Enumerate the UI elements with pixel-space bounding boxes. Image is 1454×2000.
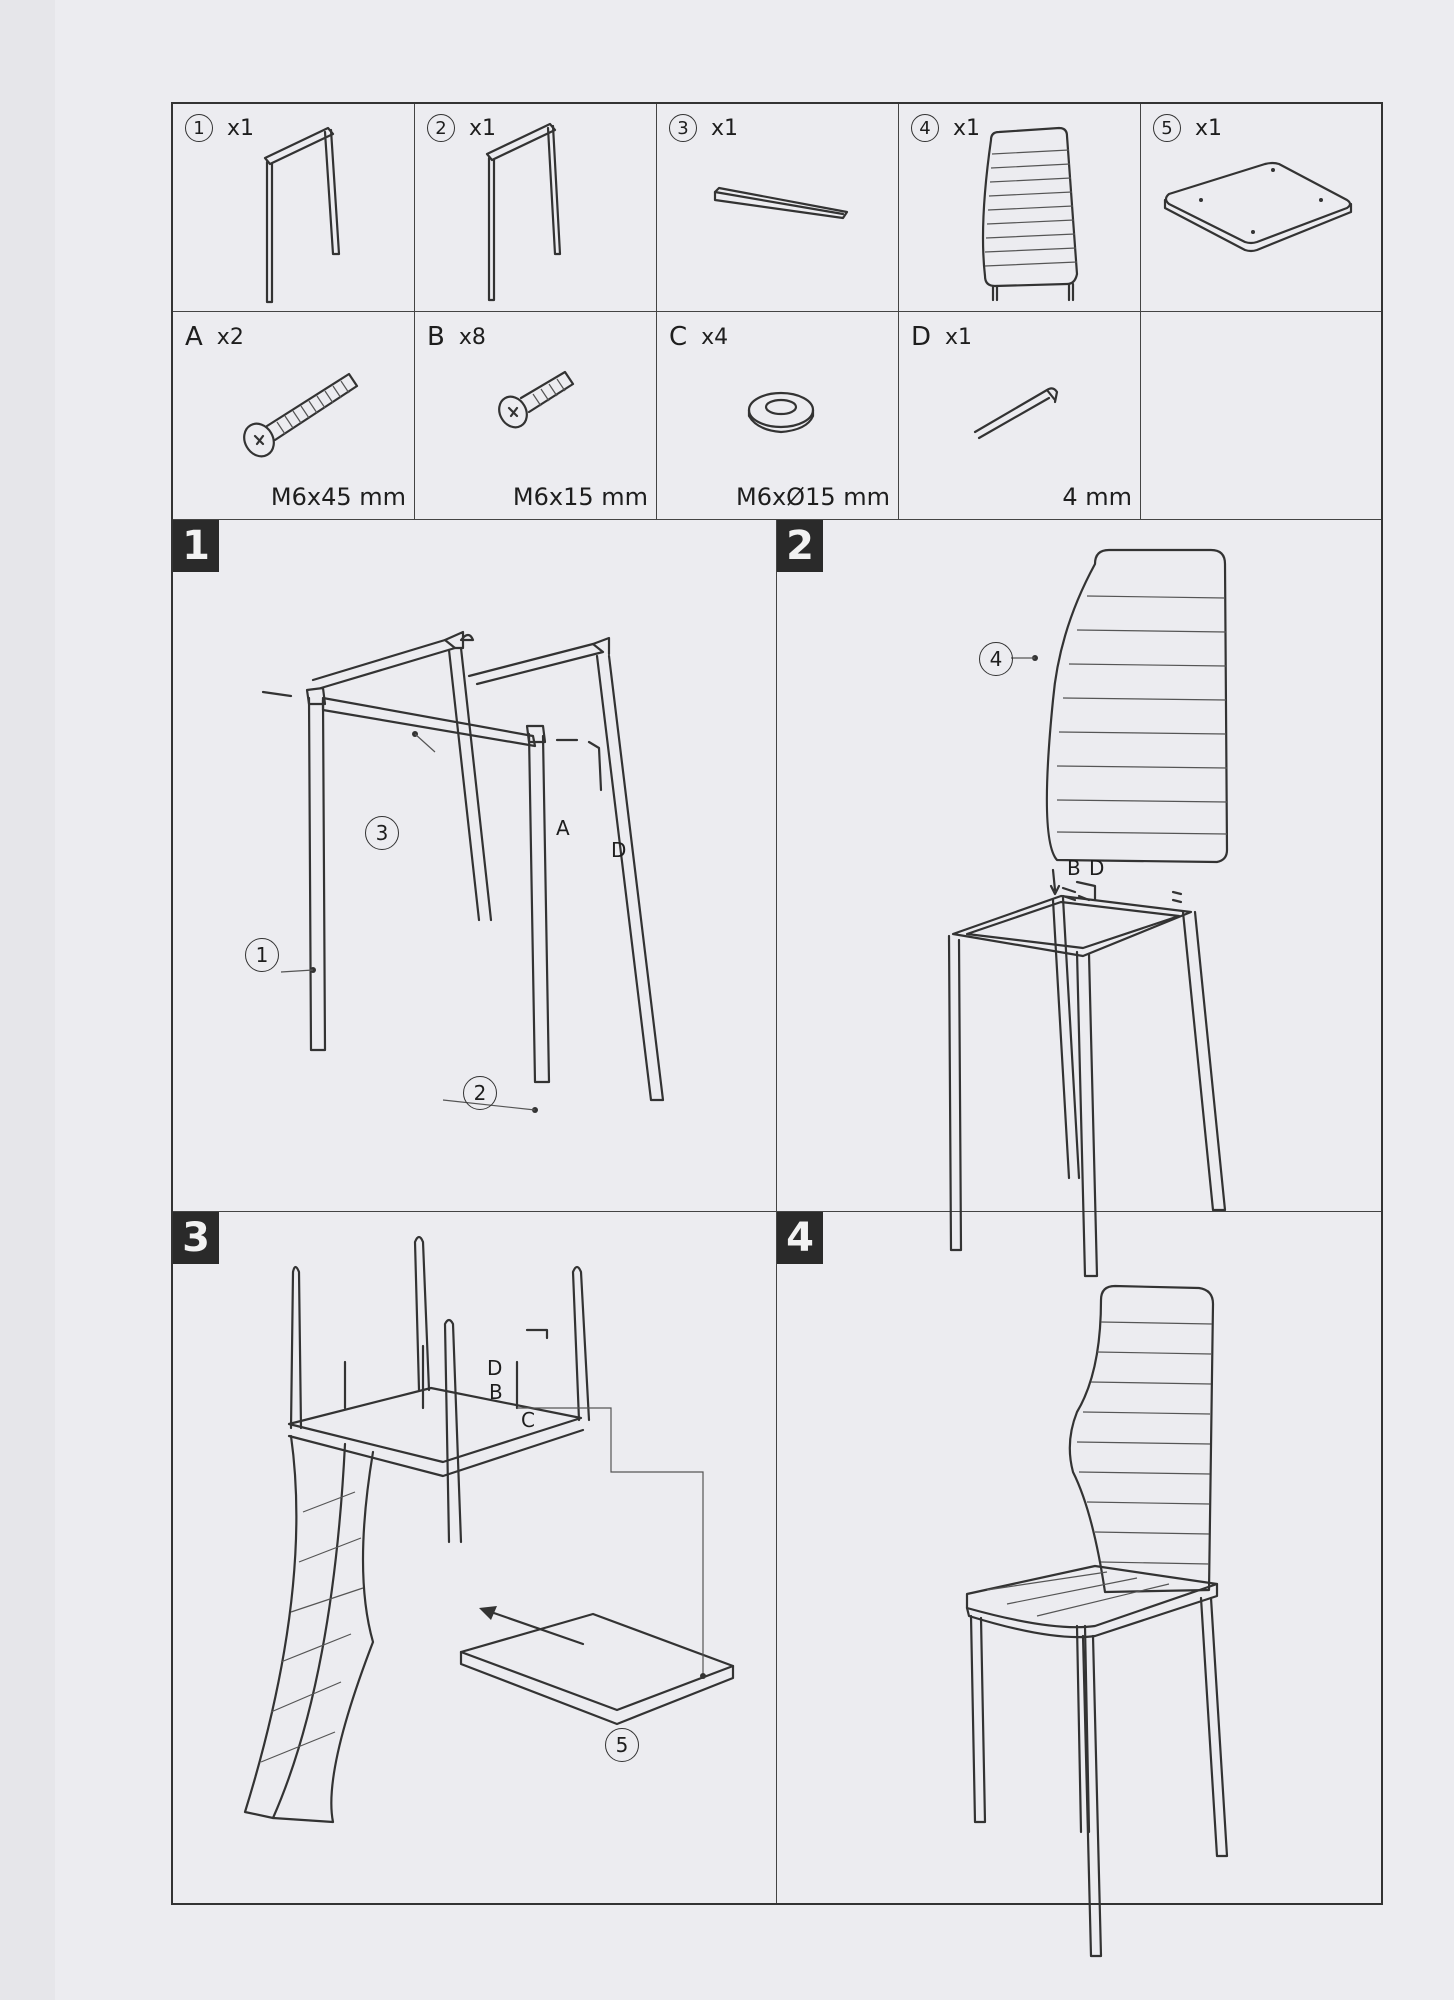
crossbar-icon [657,104,899,312]
part-qty: x1 [1195,115,1223,141]
hardware-letter: C [669,322,688,352]
front-leg-frame-icon [173,104,415,312]
part-cell-2 [415,104,657,312]
part-cell-3 [657,104,899,312]
step-3-panel [173,1212,777,1903]
hardware-size: 4 mm [1062,483,1132,511]
step-number: 1 [173,520,219,572]
part-qty: x1 [227,115,255,141]
hardware-cell-empty [1141,312,1381,520]
step-3-label-C: C [521,1408,535,1432]
step-1-callout-2: 2 [463,1076,497,1110]
part-qty: x1 [469,115,497,141]
step-number: 4 [777,1212,823,1264]
hardware-cell-B [415,312,657,520]
part-number: 5 [1153,114,1181,142]
hardware-letter: A [185,322,203,352]
step-2-label-B: B [1067,856,1081,880]
part-number: 3 [669,114,697,142]
part-cell-1 [173,104,415,312]
step-2-panel [777,520,1381,1212]
step-1-callout-1: 1 [245,938,279,972]
step-3-seat-illustration [173,1212,777,1903]
step-number: 2 [777,520,823,572]
step-4-panel [777,1212,1381,1903]
hardware-letter: B [427,322,445,352]
part-number: 1 [185,114,213,142]
part-number: 2 [427,114,455,142]
hardware-qty: x8 [458,324,486,350]
hardware-size: M6x45 mm [270,483,406,511]
rear-leg-frame-icon [415,104,657,312]
step-3-label-D: D [487,1356,503,1380]
hardware-cell-D [899,312,1141,520]
hardware-cell-C [657,312,899,520]
hardware-cell-A [173,312,415,520]
part-number: 4 [911,114,939,142]
part-qty: x1 [953,115,981,141]
step-1-panel [173,520,777,1212]
part-cell-4 [899,104,1141,312]
step-2-label-D: D [1089,856,1105,880]
step-1-label-D: D [611,838,627,862]
step-1-callout-3: 3 [365,816,399,850]
step-3-label-B: B [489,1380,503,1404]
part-cell-5 [1141,104,1381,312]
step-4-finished-chair-illustration [777,1212,1381,1903]
hardware-size: M6xØ15 mm [736,483,890,511]
step-2-callout-4: 4 [979,642,1013,676]
step-1-label-A: A [556,816,570,840]
part-qty: x1 [711,115,739,141]
hardware-size: M6x15 mm [512,483,648,511]
hardware-qty: x1 [945,324,973,350]
assembly-grid [171,102,1383,1905]
backrest-icon [899,104,1141,312]
seat-board-icon [1141,104,1381,312]
hardware-qty: x2 [216,324,244,350]
step-3-callout-5: 5 [605,1728,639,1762]
hardware-letter: D [911,322,932,352]
hardware-qty: x4 [701,324,729,350]
step-number: 3 [173,1212,219,1264]
